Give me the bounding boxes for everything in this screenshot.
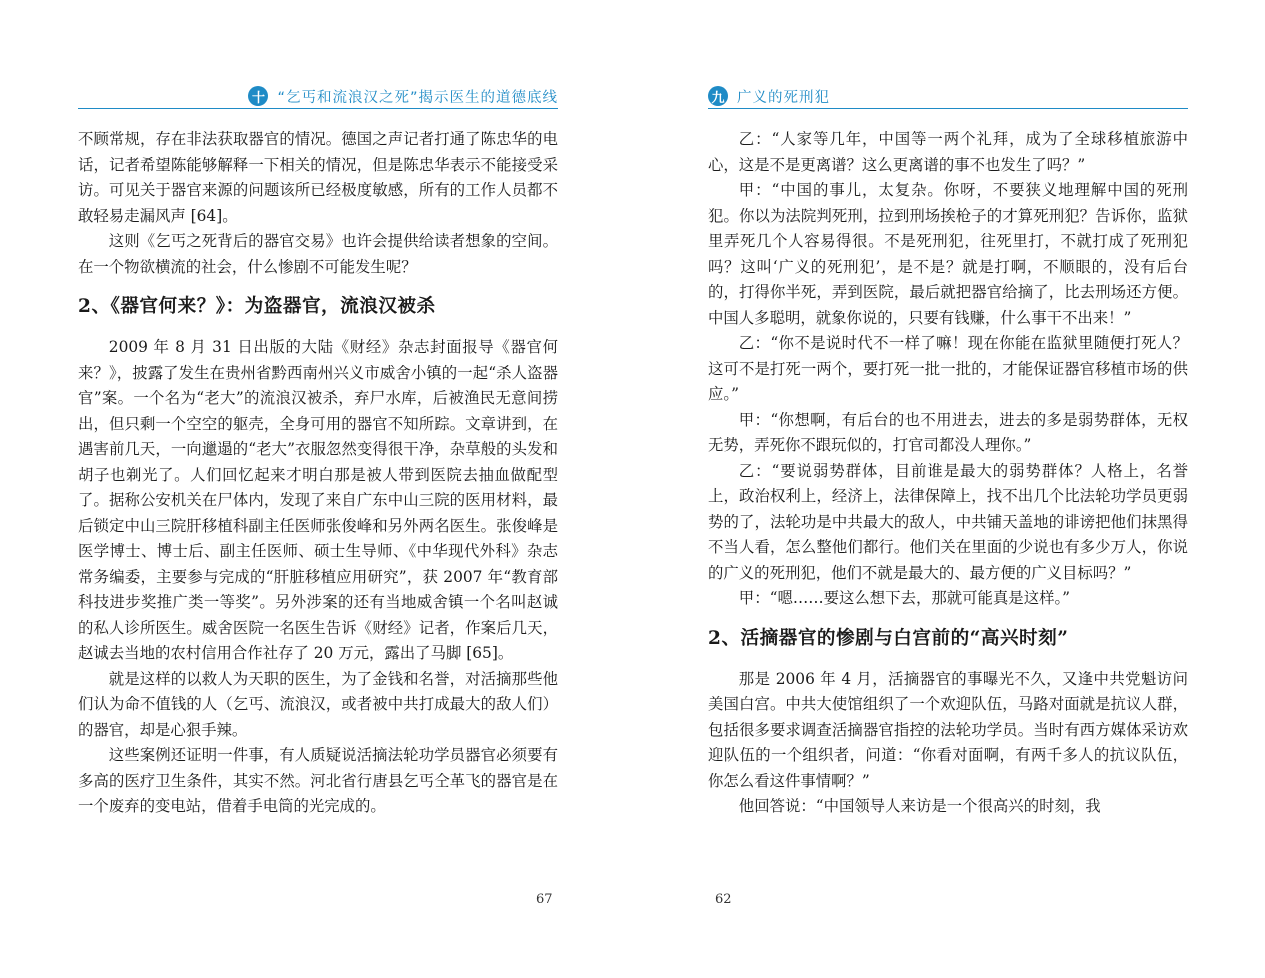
paragraph: 这则《乞丐之死背后的器官交易》也许会提供给读者想象的空间。在一个物欲横流的社会，什么惨剧不可能发生呢？: [78, 232, 558, 276]
paragraph: 2009 年 8 月 31 日出版的大陆《财经》杂志封面报导《器官何来？》，披露了发生在贵州省黔西南州兴义市威舍小镇的一起“杀人盗器官”案。一个名为“老大”的流浪汉被杀，弃尸水库，后被渔民无意间捞出，但只剩一个空空的躯壳，全身可用的器官不知所踪。文章讲到，在遇害前几天，一向邋遢的“老大”衣服忽然变得很干净，杂草般的头发和胡子也剃光了。人们回忆起来才明白那是被人带到医院去抽血做配型了。据称公安机关在尸体内，发现了来自广东中山三院的医用材料，最后锁定中山三院肝移植科副主任医师张俊峰和另外两名医生。张俊峰是医学博士、博士后、副主任医师、硕士生导师、《中华现代外科》杂志常务编委，主要参与完成的“肝脏移植应用研究”，获 2007 年“教育部科技进步奖推广类一等奖”。另外涉案的还有当地威舍镇一个名叫赵诚的私人诊所医生。威舍医院一名医生告诉《财经》记者，作案后几天，赵诚去当地的农村信用合作社存了 20 万元，露出了马脚 [65]。: [78, 338, 558, 662]
section-heading: 2、活摘器官的惨剧与白宫前的“高兴时刻”: [708, 627, 1069, 649]
right-page: [708, 0, 1188, 978]
right-running-header: [708, 84, 1188, 109]
chapter-badge: 十: [248, 86, 268, 106]
running-header-title: 广义的死刑犯: [737, 89, 830, 106]
running-header-title: “乞丐和流浪汉之死”揭示医生的道德底线: [277, 89, 558, 106]
paragraph: 这些案例还证明一件事，有人质疑说活摘法轮功学员器官必须要有多高的医疗卫生条件，其实不然。河北省行唐县乞丐仝革飞的器官是在一个废弃的变电站，借着手电筒的光完成的。: [78, 746, 558, 815]
right-body-text: [708, 127, 1188, 820]
paragraph: 他回答说：“中国领导人来访是一个很高兴的时刻，我: [738, 797, 1101, 815]
chapter-badge: 九: [708, 86, 728, 106]
page-number: 62: [715, 892, 732, 907]
paragraph: 就是这样的以救人为天职的医生，为了金钱和名誉，对活摘那些他们认为命不值钱的人（乞丐、流浪汉，或者被中共打成最大的敌人们）的器官，却是心狠手辣。: [78, 669, 558, 739]
left-page: [78, 0, 558, 978]
paragraph: 甲：“你想啊，有后台的也不用进去，进去的多是弱势群体，无权无势，弄死你不跟玩似的，打官司都没人理你。”: [708, 410, 1188, 454]
page-number: 67: [536, 892, 553, 907]
left-body-text: [78, 127, 558, 820]
section-heading: 2、《器官何来？》：为盗器官，流浪汉被杀: [78, 296, 436, 317]
paragraph: 甲：“嗯……要这么想下去，那就可能真是这样。”: [738, 589, 1071, 607]
paragraph: 不顾常规，存在非法获取器官的情况。德国之声记者打通了陈忠华的电话，记者希望陈能够解释一下相关的情况，但是陈忠华表示不能接受采访。可见关于器官来源的问题该所已经极度敏感，所有的工作人员都不敢轻易走漏风声 [64]。: [78, 130, 558, 225]
left-running-header: [78, 84, 558, 109]
paragraph: 乙：“人家等几年，中国等一两个礼拜，成为了全球移植旅游中心，这是不是更离谱？这么更离谱的事不也发生了吗？”: [708, 130, 1188, 174]
paragraph: 乙：“要说弱势群体，目前谁是最大的弱势群体？人格上，名誉上，政治权利上，经济上，法律保障上，找不出几个比法轮功学员更弱势的了，法轮功是中共最大的敌人，中共铺天盖地的诽谤把他们抹黑得不当人看，怎么整他们都行。他们关在里面的少说也有多少万人，你说的广义的死刑犯，他们不就是最大的、最方便的广义目标吗？”: [708, 461, 1188, 582]
paragraph: 那是 2006 年 4 月，活摘器官的事曝光不久，又逢中共党魁访问美国白宫。中共大使馆组织了一个欢迎队伍，马路对面就是抗议人群，包括很多要求调查活摘器官指控的法轮功学员。当时有西方媒体采访欢迎队伍的一个组织者，问道：“你看对面啊，有两千多人的抗议队伍，你怎么看这件事情啊？”: [708, 669, 1188, 790]
paragraph: 乙：“你不是说时代不一样了嘛！现在你能在监狱里随便打死人？这可不是打死一两个，要打死一批一批的，才能保证器官移植市场的供应。”: [708, 334, 1188, 403]
paragraph: 甲：“中国的事儿，太复杂。你呀，不要狭义地理解中国的死刑犯。你以为法院判死刑，拉到刑场挨枪子的才算死刑犯？告诉你，监狱里弄死几个人容易得很。不是死刑犯，往死里打，不就打成了死刑犯吗？这叫‘广义的死刑犯’，是不是？就是打啊，不顺眼的，没有后台的，打得你半死，弄到医院，最后就把器官给摘了，比去刑场还方便。中国人多聪明，就象你说的，只要有钱赚，什么事干不出来！”: [708, 181, 1188, 327]
